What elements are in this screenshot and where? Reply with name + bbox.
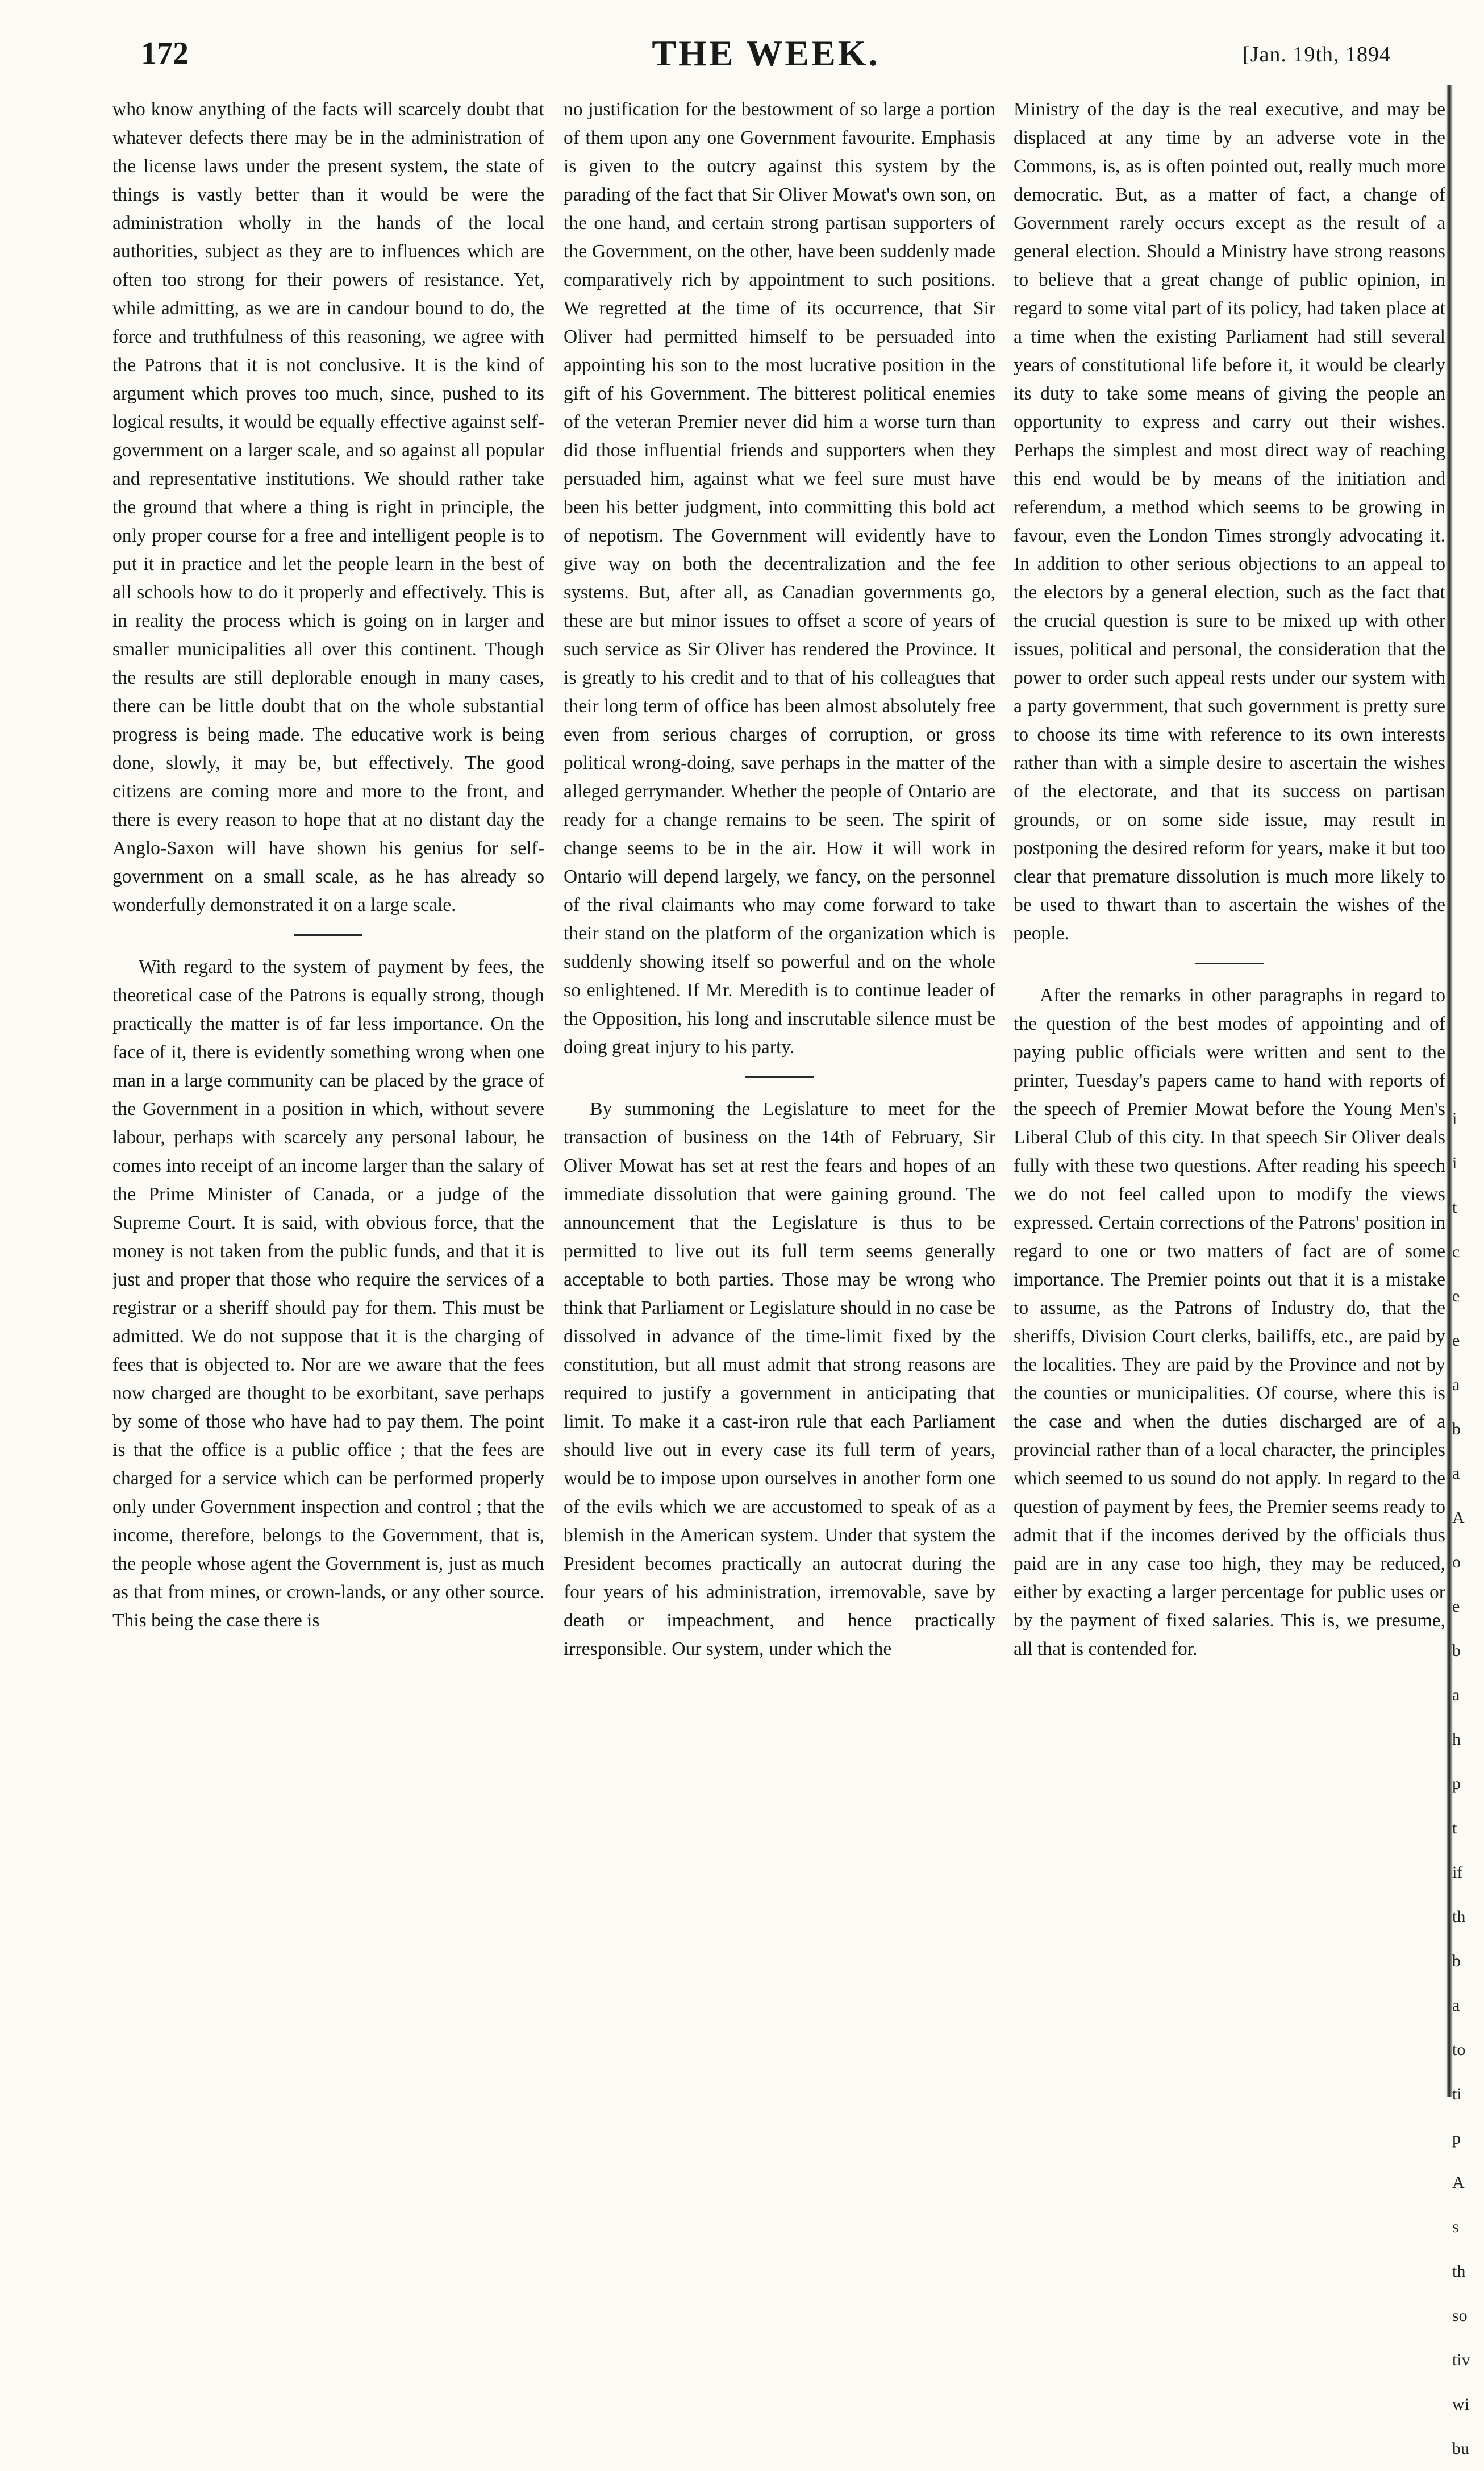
facing-page-fragment: a [1452,1375,1460,1394]
facing-page-fragments [1452,1097,1484,2471]
facing-page-fragment: b [1452,1952,1461,1970]
paragraph: who know anything of the facts will scarcely doubt that whatever defects there may be in the administration of the license laws under the present system, the state of things is vastly better than it would be were the administration wholly in the hands of the local authorities, subject as they are to influences which are often too strong for their powers of resistance. Yet, while admitting, as we are in candour bound to do, the force and truthfulness of this reasoning, we agree with the Patrons that it is not conclusive. It is the kind of argument which proves too much, since, pushed to its logical results, it would be equally effective against self-government on a larger scale, and so against all popular and representative institutions. We should rather take the ground that where a thing is right in principle, the only proper course for a free and intelligent people is to put it in practice and let the people learn in the best of all schools how to do it properly and effectively. This is in reality the process which is going on in larger and smaller municipalities all over this continent. Though the results are still deplorable enough in many cases, there can be little doubt that on the whole substantial progress is being made. The educative work is being done, slowly, it may be, but effectively. The good citizens are coming more and more to the front, and there is every reason to hope that at no distant day the Anglo-Saxon will have shown his genius for self-government on a small scale, as he has already so wonderfully demonstrated it on a large scale. [112,99,544,916]
facing-page-fragment: if [1452,1863,1463,1882]
column-1 [112,95,544,1635]
facing-page-fragment: p [1452,2129,1461,2148]
facing-page-fragment: h [1452,1730,1461,1749]
facing-page-fragment: o [1452,1553,1461,1571]
paragraph: With regard to the system of payment by fees, the theoretical case of the Patrons is equally strong, though practically the matter is of far less importance. On the face of it, there is evidently something wrong when one man in a large community can be placed by the grace of the Government in a position in which, without severe labour, perhaps with scarcely any personal labour, he comes into receipt of an income larger than the salary of the Prime Minister of Canada, or a judge of the Supreme Court. It is said, with obvious force, that the money is not taken from the public funds, and that it is just and proper that those who require the services of a registrar or a sheriff should pay for them. This must be admitted. We do not suppose that it is the charging of fees that is objected to. Nor are we aware that the fees now charged are thought to be exorbitant, save perhaps by some of those who have had to pay them. The point is that the office is a public office ; that the fees are charged for a service which can be performed properly only under Government inspection and control ; that the income, therefore, belongs to the Government, that is, the people whose agent the Government is, just as much as that from mines, or crown-lands, or any other source. This being the case there is [112,956,544,1631]
facing-page-fragment: p [1452,1774,1461,1793]
facing-page-fragment: ti [1452,2085,1462,2103]
facing-page-fragment: tiv [1452,2351,1470,2369]
facing-page-fragment: b [1452,1420,1461,1438]
facing-page-fragment: to [1452,2040,1466,2059]
page-header [141,30,1391,92]
section-separator [745,1076,814,1078]
issue-date: [Jan. 19th, 1894 [1243,43,1391,66]
facing-page-fragment: A [1452,2173,1465,2192]
facing-page-fragment: so [1452,2306,1468,2325]
column-3 [1014,95,1445,1663]
facing-page-fragment: a [1452,1686,1460,1704]
facing-page-fragment: i [1452,1154,1457,1172]
page-number: 172 [141,36,189,71]
section-separator [294,934,362,936]
facing-page-fragment: c [1452,1242,1460,1261]
facing-page-fragment: a [1452,1996,1460,2015]
facing-page-fragment: b [1452,1641,1461,1660]
journal-title: THE WEEK. [652,33,880,73]
facing-page-fragment: t [1452,1819,1457,1837]
facing-page-fragment: A [1452,1508,1465,1527]
section-separator [1195,963,1264,964]
column-2 [564,95,995,1663]
facing-page-fragment: e [1452,1331,1460,1350]
facing-page-fragment: e [1452,1597,1460,1616]
paragraph: no justification for the bestowment of so large a portion of them upon any one Government favourite. Emphasis is given to the outcry against this system by the parading of the fact that Sir Oliver Mowat's own son, on the one hand, and certain strong partisan supporters of the Government, on the other, have been suddenly made comparatively rich by appointment to such positions. We regretted at the time of its occurrence, that Sir Oliver had permitted himself to be persuaded into appointing his son to the most lucrative position in the gift of his Government. The bitterest political enemies of the veteran Premier never did him a worse turn than did those influential friends and supporters when they persuaded him, against what we feel sure must have been his better judgment, into committing this bold act of nepotism. The Government will evidently have to give way on both the decentralization and the fee systems. But, after all, as Canadian governments go, these are but minor issues to offset a score of years of such service as Sir Oliver has rendered the Province. It is greatly to his credit and to that of his colleagues that their long term of office has been almost absolutely free even from serious charges of corruption, or gross political wrong-doing, save perhaps in the matter of the alleged gerrymander. Whether the people of Ontario are ready for a change remains to be seen. The spirit of change seems to be in the air. How it will work in Ontario will depend largely, we fancy, on the personnel of the rival claimants who may come forward to take their stand on the platform of the organization which is suddenly showing itself so powerful and on the whole so enlightened. If Mr. Meredith is to continue leader of the Opposition, his long and inscrutable silence must be doing great injury to his party. [564,99,995,1058]
facing-page-fragment: th [1452,2262,1466,2281]
facing-page-fragment: s [1452,2218,1459,2236]
facing-page-fragment: a [1452,1464,1460,1483]
facing-page-fragment: e [1452,1287,1460,1305]
facing-page-fragment: th [1452,1907,1466,1926]
facing-page-fragment: i [1452,1109,1457,1128]
paragraph: After the remarks in other paragraphs in regard to the question of the best modes of appointing and of paying public officials were written and sent to the printer, Tuesday's papers came to hand with reports of the speech of Premier Mowat before the Young Men's Liberal Club of this city. In that speech Sir Oliver deals fully with these two questions. After reading his speech we do not feel called upon to modify the views expressed. Certain corrections of the Patrons' position in regard to one or two matters of fact are of some importance. The Premier points out that it is a mistake to assume, as the Patrons of Industry do, that the sheriffs, Division Court clerks, bailiffs, etc., are paid by the localities. They are paid by the Province and not by the counties or municipalities. Of course, where this is the case and when the duties discharged are of a provincial rather than of a local character, the principles which seemed to us sound do not apply. In regard to the question of payment by fees, the Premier seems ready to admit that if the incomes derived by the officials thus paid are in any case too high, they may be reduced, either by exacting a larger percentage for public uses or by the payment of fixed salaries. This is, we presume, all that is contended for. [1014,985,1445,1659]
paragraph: Ministry of the day is the real executive, and may be displaced at any time by an adverse vote in the Commons, is, as is often pointed out, really much more democratic. But, as a matter of fact, a change of Government rarely occurs except as the result of a general election. Should a Ministry have strong reasons to believe that a great change of public opinion, in regard to some vital part of its policy, had taken place at a time when the existing Parliament had still several years of constitutional life before it, it would be clearly its duty to take some means of giving the people an opportunity to express and carry out their wishes. Perhaps the simplest and most direct way of reaching this end would be by means of the initiation and referendum, a method which seems to be growing in favour, even the London Times strongly advocating it. In addition to other serious objections to an appeal to the electors by a general election, such as the fact that the crucial question is sure to be mixed up with other issues, political and personal, the consideration that the power to order such appeal rests under our system with a party government, that such government is pretty sure to choose its time with reference to its own interests rather than with a simple desire to ascertain the wishes of the electorate, and that its success on partisan grounds, or on some side issue, may result in postponing the desired reform for years, make it but too clear that premature dissolution is much more likely to be used to thwart than to ascertain the wishes of the people. [1014,99,1445,944]
facing-page-fragment: bu [1452,2439,1469,2458]
facing-page-fragment: wi [1452,2395,1469,2414]
facing-page-fragment: t [1452,1198,1457,1217]
paragraph: By summoning the Legislature to meet for the transaction of business on the 14th of February, Sir Oliver Mowat has set at rest the fears and hopes of an immediate dissolution that were gaining ground. The announcement that the Legislature is thus to be permitted to live out its full term seems generally acceptable to both parties. Those may be wrong who think that Parliament or Legislature should in no case be dissolved in advance of the time-limit fixed by the constitution, but all must admit that strong reasons are required to justify a government in anticipating that limit. To make it a cast-iron rule that each Parliament should live out in every case its full term of years, would be to impose upon ourselves in another form one of the evils which we are accustomed to speak of as a blemish in the American system. Under that system the President becomes practically an autocrat during the four years of his administration, irremovable, save by death or impeachment, and hence practically irresponsible. Our system, under which the [564,1099,995,1659]
